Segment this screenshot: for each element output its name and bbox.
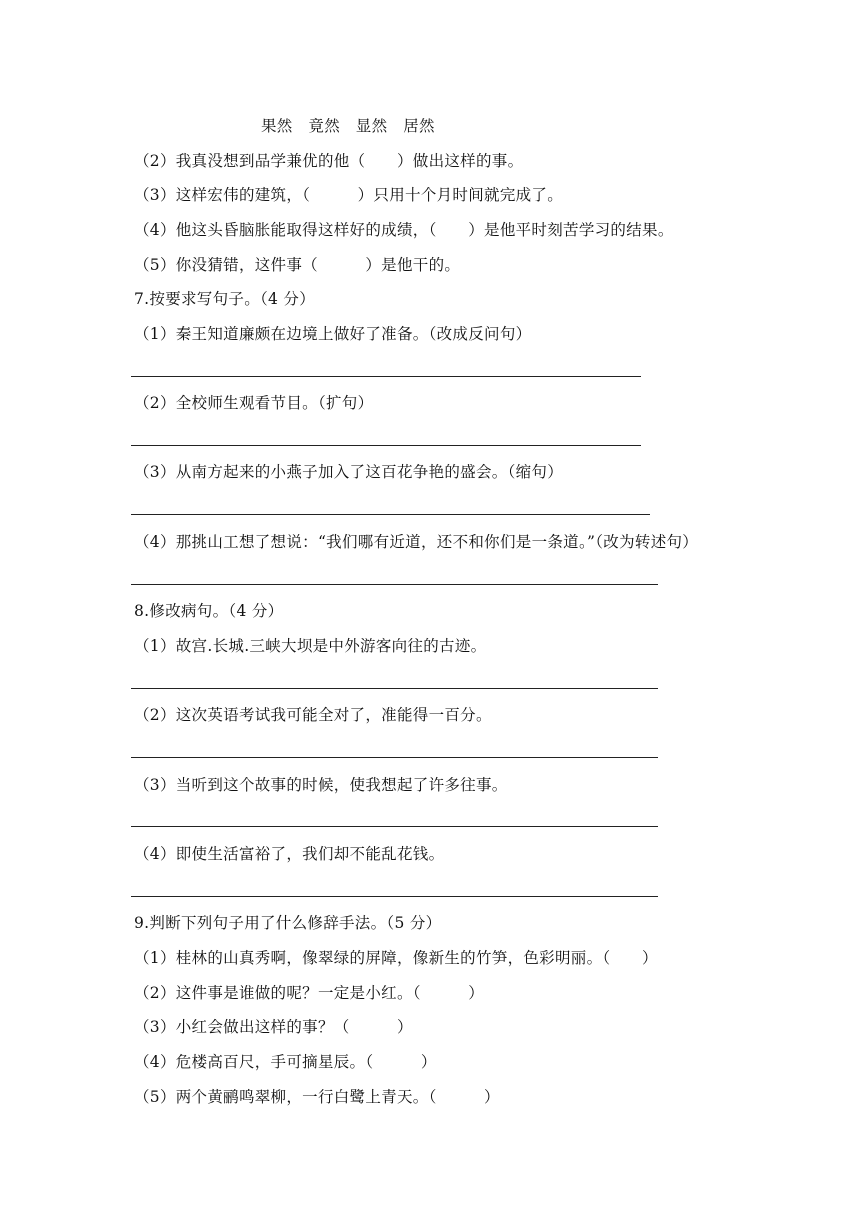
q7-title: 7.按要求写句子。（4 分） bbox=[134, 290, 316, 308]
q8-answer-line-2[interactable] bbox=[131, 757, 658, 758]
q9-item-2: （2）这件事是谁做的呢？一定是小红。（ ） bbox=[134, 984, 485, 1002]
q6-item-5: （5）你没猜错，这件事（ ）是他干的。 bbox=[134, 256, 461, 274]
q9-item-4: （4）危楼高百尺，手可摘星辰。（ ） bbox=[134, 1053, 437, 1071]
q8-item-1: （1）故宫.长城.三峡大坝是中外游客向往的古迹。 bbox=[134, 637, 487, 655]
q8-title: 8.修改病句。（4 分） bbox=[134, 602, 284, 620]
q7-item-4: （4）那挑山工想了想说：“我们哪有近道，还不和你们是一条道。”（改为转述句） bbox=[134, 533, 699, 551]
q7-answer-line-4[interactable] bbox=[131, 584, 658, 585]
q9-title: 9.判断下列句子用了什么修辞手法。（5 分） bbox=[134, 914, 442, 932]
word-bank: 果然 竟然 显然 居然 bbox=[261, 117, 435, 135]
q7-item-1: （1）秦王知道廉颇在边境上做好了准备。（改成反问句） bbox=[134, 325, 532, 343]
q7-answer-line-3[interactable] bbox=[131, 514, 650, 515]
q6-item-2: （2）我真没想到品学兼优的他（ ）做出这样的事。 bbox=[134, 152, 524, 170]
q9-item-5: （5）两个黄鹂鸣翠柳，一行白鹭上青天。（ ） bbox=[134, 1088, 500, 1106]
q8-item-4: （4）即使生活富裕了，我们却不能乱花钱。 bbox=[134, 845, 445, 863]
q8-item-2: （2）这次英语考试我可能全对了，准能得一百分。 bbox=[134, 706, 492, 724]
q9-item-3: （3）小红会做出这样的事？（ ） bbox=[134, 1018, 413, 1036]
q6-item-4: （4）他这头昏脑胀能取得这样好的成绩，（ ）是他平时刻苦学习的结果。 bbox=[134, 221, 674, 239]
q9-item-1: （1）桂林的山真秀啊，像翠绿的屏障，像新生的竹笋，色彩明丽。（ ） bbox=[134, 949, 658, 967]
q6-item-3: （3）这样宏伟的建筑，（ ）只用十个月时间就完成了。 bbox=[134, 186, 564, 204]
q7-item-2: （2）全校师生观看节目。（扩句） bbox=[134, 394, 374, 412]
q8-answer-line-1[interactable] bbox=[131, 688, 658, 689]
q7-answer-line-1[interactable] bbox=[131, 376, 641, 377]
q8-answer-line-4[interactable] bbox=[131, 896, 658, 897]
q8-answer-line-3[interactable] bbox=[131, 826, 658, 827]
q7-answer-line-2[interactable] bbox=[131, 445, 641, 446]
q8-item-3: （3）当听到这个故事的时候，使我想起了许多往事。 bbox=[134, 776, 508, 794]
q7-item-3: （3）从南方起来的小燕子加入了这百花争艳的盛会。（缩句） bbox=[134, 463, 564, 481]
